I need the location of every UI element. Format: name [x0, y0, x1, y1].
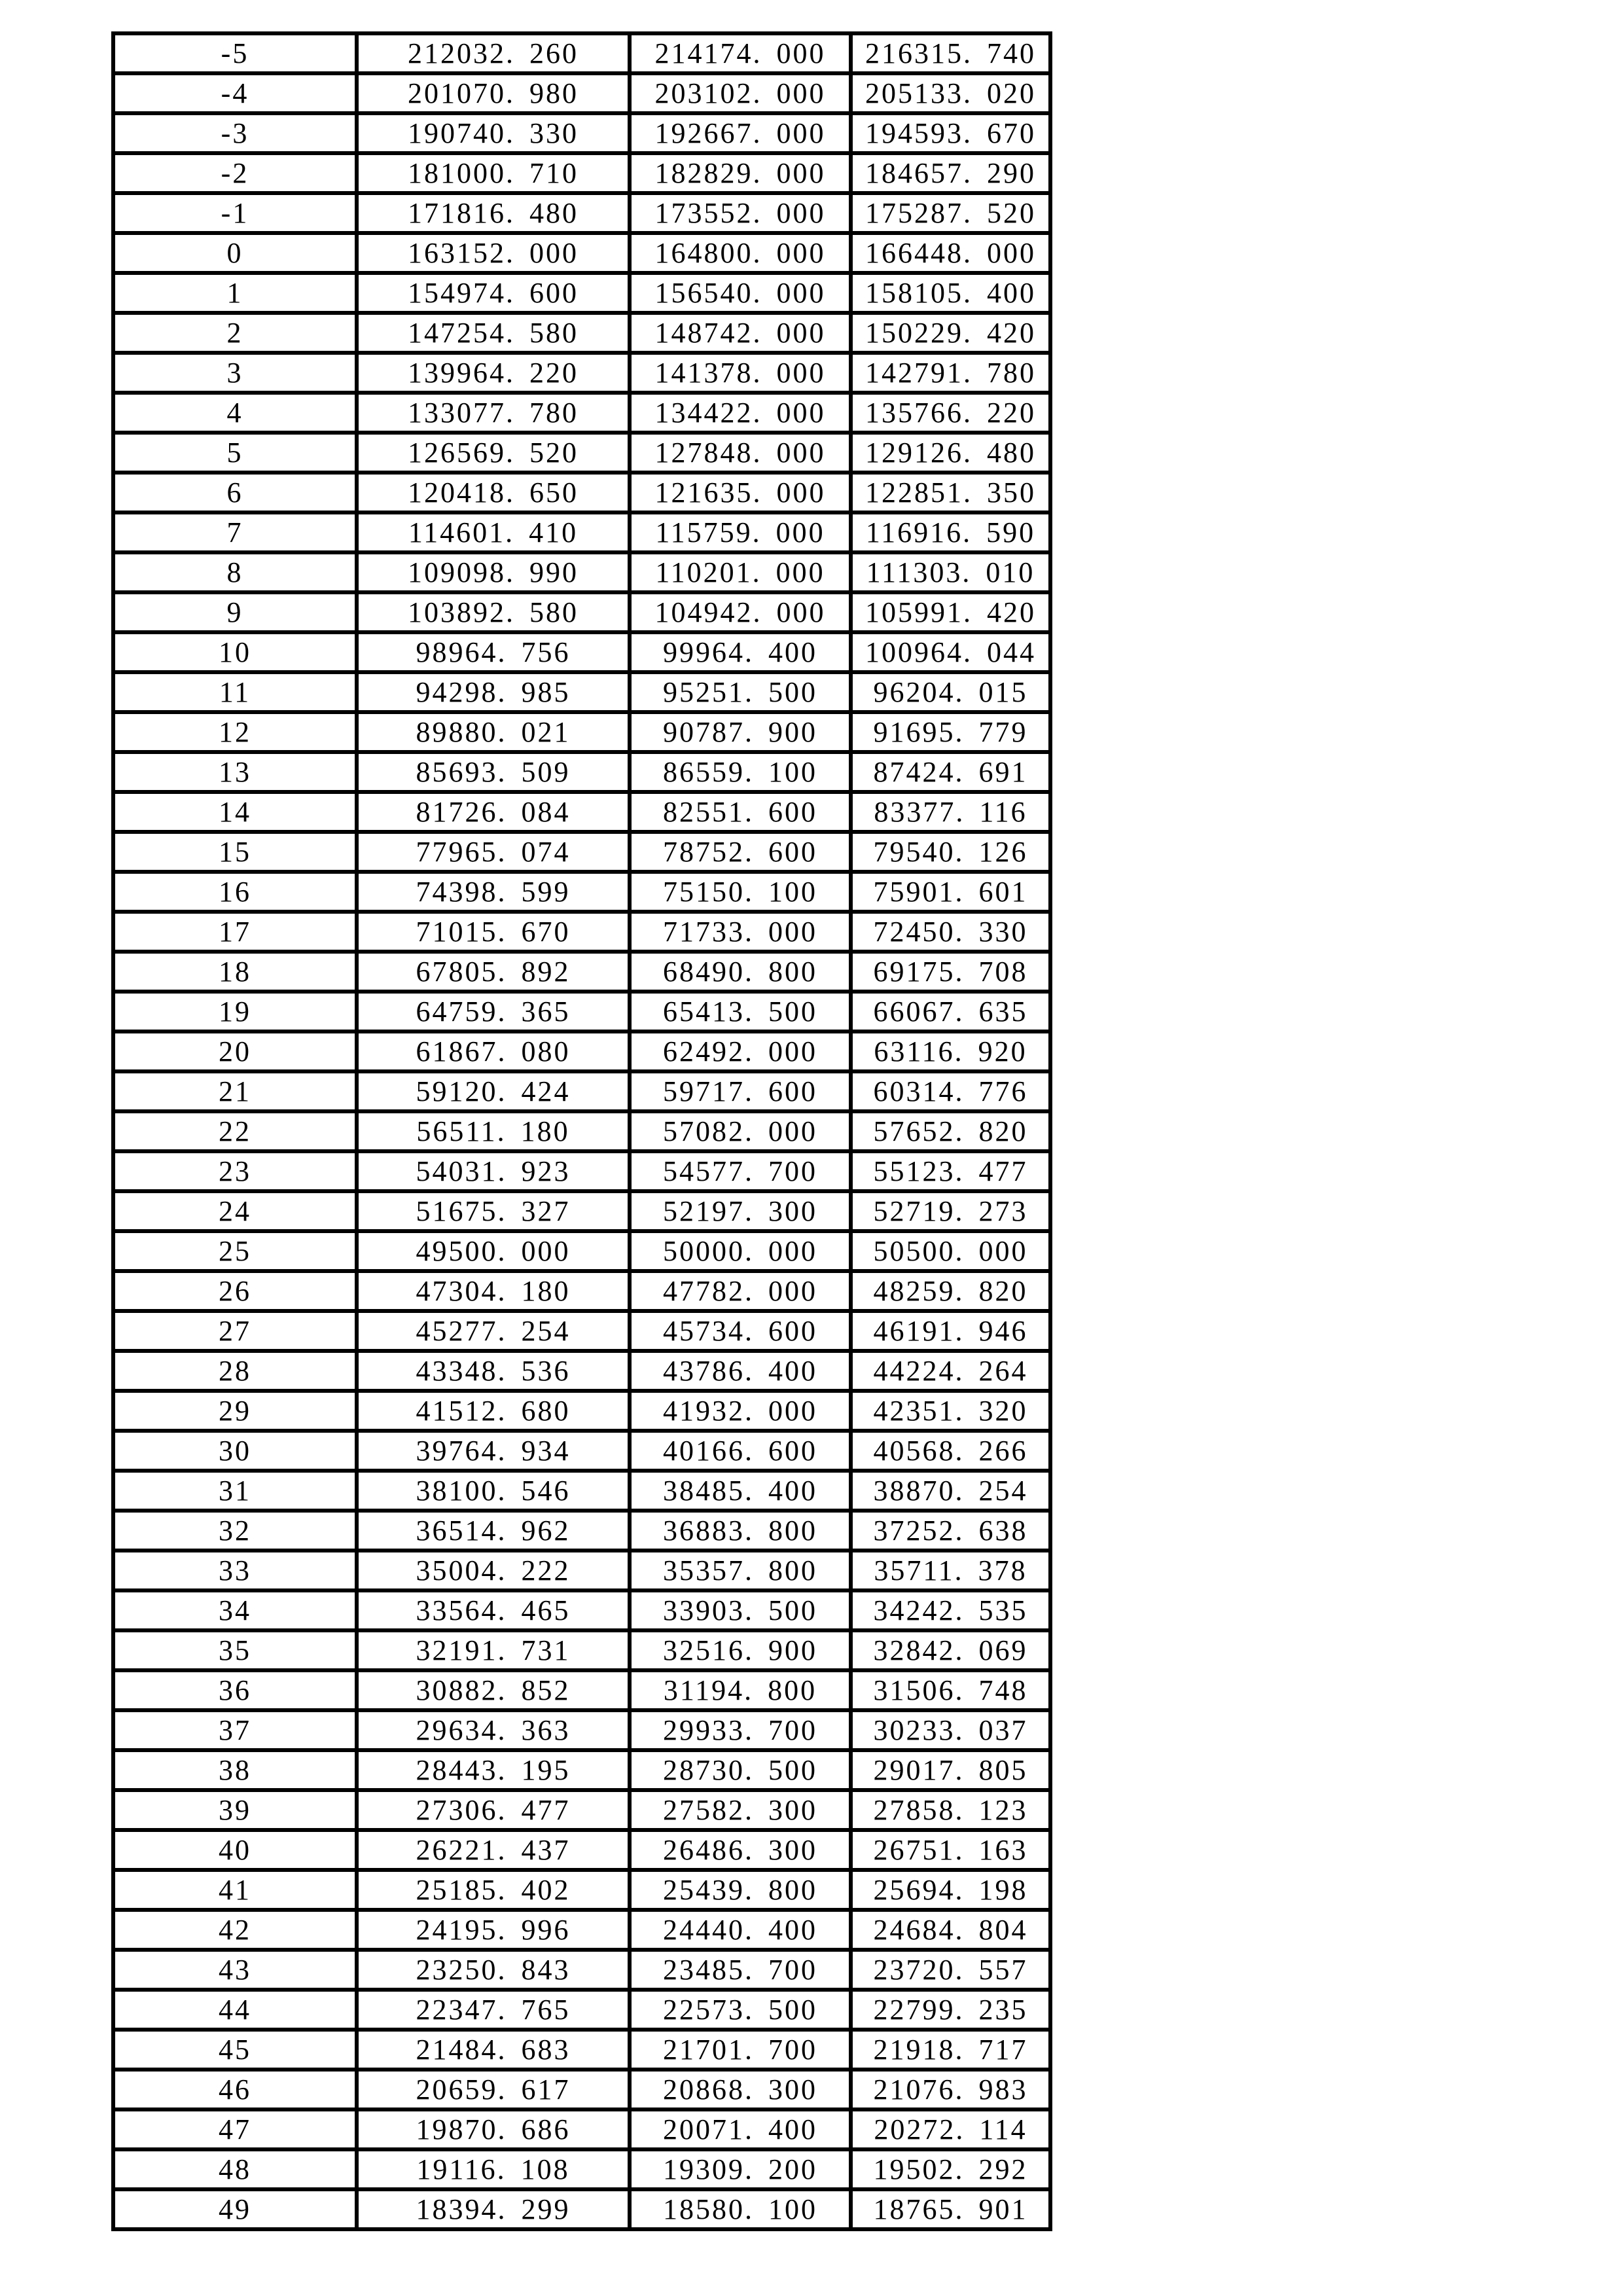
table-cell: 33564. 465 — [357, 1590, 630, 1630]
table-row — [113, 752, 1050, 792]
table-cell: 94298. 985 — [357, 672, 630, 712]
table-cell: 121635. 000 — [630, 473, 851, 512]
table-cell: -3 — [113, 113, 357, 153]
table-cell: 32842. 069 — [851, 1630, 1050, 1670]
table-cell: 111303. 010 — [851, 552, 1050, 592]
table-cell: 27 — [113, 1311, 357, 1351]
table-cell: 24684. 804 — [851, 1910, 1050, 1950]
table-cell: 115759. 000 — [630, 512, 851, 552]
table-cell: 25694. 198 — [851, 1870, 1050, 1910]
table-cell: 25439. 800 — [630, 1870, 851, 1910]
table-cell: 18394. 299 — [357, 2189, 630, 2229]
table-cell: 21076. 983 — [851, 2070, 1050, 2109]
table-row — [113, 1670, 1050, 1710]
table-cell: 35 — [113, 1630, 357, 1670]
table-cell: 64759. 365 — [357, 992, 630, 1031]
table-cell: 69175. 708 — [851, 952, 1050, 992]
table-cell: 122851. 350 — [851, 473, 1050, 512]
table-cell: 28443. 195 — [357, 1750, 630, 1790]
table-cell: 190740. 330 — [357, 113, 630, 153]
table-cell: 8 — [113, 552, 357, 592]
table-cell: 21701. 700 — [630, 2030, 851, 2070]
table-row — [113, 1151, 1050, 1191]
table-cell: 18765. 901 — [851, 2189, 1050, 2229]
table-cell: 86559. 100 — [630, 752, 851, 792]
table-cell: 43 — [113, 1950, 357, 1990]
table-row — [113, 1031, 1050, 1071]
table-cell: 87424. 691 — [851, 752, 1050, 792]
table-cell: 91695. 779 — [851, 712, 1050, 752]
table-cell: 109098. 990 — [357, 552, 630, 592]
table-cell: 9 — [113, 592, 357, 632]
table-cell: 46191. 946 — [851, 1311, 1050, 1351]
table-cell: 181000. 710 — [357, 153, 630, 193]
table-cell: 63116. 920 — [851, 1031, 1050, 1071]
table-cell: 129126. 480 — [851, 433, 1050, 473]
table-cell: 24440. 400 — [630, 1910, 851, 1950]
table-cell: 50500. 000 — [851, 1231, 1050, 1271]
table-row — [113, 1351, 1050, 1391]
table-cell: 35711. 378 — [851, 1551, 1050, 1590]
table-cell: 20272. 114 — [851, 2109, 1050, 2149]
table-cell: 26 — [113, 1271, 357, 1311]
table-cell: 61867. 080 — [357, 1031, 630, 1071]
table-cell: 214174. 000 — [630, 33, 851, 73]
resistance-table — [111, 31, 1052, 2231]
table-cell: 21918. 717 — [851, 2030, 1050, 2070]
table-row — [113, 512, 1050, 552]
table-cell: 163152. 000 — [357, 233, 630, 273]
table-row — [113, 1471, 1050, 1511]
table-cell: 105991. 420 — [851, 592, 1050, 632]
table-cell: 56511. 180 — [357, 1111, 630, 1151]
table-cell: 201070. 980 — [357, 73, 630, 113]
table-cell: 50000. 000 — [630, 1231, 851, 1271]
table-cell: 29 — [113, 1391, 357, 1431]
table-cell: 41512. 680 — [357, 1391, 630, 1431]
table-row — [113, 592, 1050, 632]
table-cell: 22347. 765 — [357, 1990, 630, 2030]
table-cell: 85693. 509 — [357, 752, 630, 792]
table-cell: 44 — [113, 1990, 357, 2030]
table-cell: 154974. 600 — [357, 273, 630, 313]
table-cell: 23485. 700 — [630, 1950, 851, 1990]
table-cell: 156540. 000 — [630, 273, 851, 313]
table-row — [113, 1391, 1050, 1431]
table-row — [113, 313, 1050, 353]
table-row — [113, 193, 1050, 233]
table-row — [113, 1111, 1050, 1151]
table-row — [113, 473, 1050, 512]
table-cell: 148742. 000 — [630, 313, 851, 353]
table-cell: 33 — [113, 1551, 357, 1590]
table-row — [113, 672, 1050, 712]
table-cell: 18580. 100 — [630, 2189, 851, 2229]
table-cell: 19116. 108 — [357, 2149, 630, 2189]
table-cell: 5 — [113, 433, 357, 473]
table-cell: 62492. 000 — [630, 1031, 851, 1071]
resistance-table-body — [113, 33, 1050, 2229]
table-cell: 22799. 235 — [851, 1990, 1050, 2030]
table-row — [113, 992, 1050, 1031]
table-cell: 36 — [113, 1670, 357, 1710]
table-cell: 12 — [113, 712, 357, 752]
table-row — [113, 2070, 1050, 2109]
table-cell: 23250. 843 — [357, 1950, 630, 1990]
table-cell: 212032. 260 — [357, 33, 630, 73]
table-row — [113, 33, 1050, 73]
table-row — [113, 632, 1050, 672]
table-cell: 203102. 000 — [630, 73, 851, 113]
table-cell: -4 — [113, 73, 357, 113]
table-cell: 59120. 424 — [357, 1071, 630, 1111]
table-cell: 77965. 074 — [357, 832, 630, 872]
table-cell: 46 — [113, 2070, 357, 2109]
table-cell: 44224. 264 — [851, 1351, 1050, 1391]
table-cell: 75150. 100 — [630, 872, 851, 912]
table-cell: 15 — [113, 832, 357, 872]
table-cell: 21 — [113, 1071, 357, 1111]
table-cell: 114601. 410 — [357, 512, 630, 552]
table-cell: 57082. 000 — [630, 1111, 851, 1151]
table-cell: 139964. 220 — [357, 353, 630, 393]
table-cell: 81726. 084 — [357, 792, 630, 832]
table-row — [113, 912, 1050, 952]
table-cell: 29634. 363 — [357, 1710, 630, 1750]
table-cell: 25 — [113, 1231, 357, 1271]
table-cell: 142791. 780 — [851, 353, 1050, 393]
table-cell: 74398. 599 — [357, 872, 630, 912]
table-cell: 166448. 000 — [851, 233, 1050, 273]
table-row — [113, 1830, 1050, 1870]
table-cell: 10 — [113, 632, 357, 672]
table-row — [113, 1950, 1050, 1990]
table-row — [113, 153, 1050, 193]
table-cell: 42 — [113, 1910, 357, 1950]
table-row — [113, 1590, 1050, 1630]
table-row — [113, 1910, 1050, 1950]
table-cell: 48 — [113, 2149, 357, 2189]
table-cell: 13 — [113, 752, 357, 792]
table-row — [113, 2109, 1050, 2149]
table-cell: 194593. 670 — [851, 113, 1050, 153]
table-row — [113, 792, 1050, 832]
table-row — [113, 712, 1050, 752]
table-cell: 95251. 500 — [630, 672, 851, 712]
table-cell: 99964. 400 — [630, 632, 851, 672]
table-cell: 38 — [113, 1750, 357, 1790]
table-cell: 29933. 700 — [630, 1710, 851, 1750]
table-cell: 43786. 400 — [630, 1351, 851, 1391]
table-cell: 116916. 590 — [851, 512, 1050, 552]
table-cell: -5 — [113, 33, 357, 73]
table-cell: 47782. 000 — [630, 1271, 851, 1311]
table-cell: 32 — [113, 1511, 357, 1551]
table-cell: 71015. 670 — [357, 912, 630, 952]
table-cell: 30233. 037 — [851, 1710, 1050, 1750]
table-cell: 19502. 292 — [851, 2149, 1050, 2189]
table-row — [113, 1511, 1050, 1551]
table-cell: 120418. 650 — [357, 473, 630, 512]
table-cell: 205133. 020 — [851, 73, 1050, 113]
table-cell: 51675. 327 — [357, 1191, 630, 1231]
table-cell: 34242. 535 — [851, 1590, 1050, 1630]
table-cell: 27858. 123 — [851, 1790, 1050, 1830]
table-cell: 7 — [113, 512, 357, 552]
table-cell: 67805. 892 — [357, 952, 630, 992]
table-cell: 18 — [113, 952, 357, 992]
table-row — [113, 1790, 1050, 1830]
table-cell: 40 — [113, 1830, 357, 1870]
table-cell: 55123. 477 — [851, 1151, 1050, 1191]
table-cell: 133077. 780 — [357, 393, 630, 433]
table-cell: 150229. 420 — [851, 313, 1050, 353]
table-cell: 39764. 934 — [357, 1431, 630, 1471]
table-row — [113, 1191, 1050, 1231]
table-row — [113, 1271, 1050, 1311]
table-cell: -2 — [113, 153, 357, 193]
table-row — [113, 2189, 1050, 2229]
table-cell: 45277. 254 — [357, 1311, 630, 1351]
table-cell: 21484. 683 — [357, 2030, 630, 2070]
table-row — [113, 872, 1050, 912]
table-cell: 30882. 852 — [357, 1670, 630, 1710]
table-cell: 6 — [113, 473, 357, 512]
table-cell: 24 — [113, 1191, 357, 1231]
table-cell: 35357. 800 — [630, 1551, 851, 1590]
table-cell: 19 — [113, 992, 357, 1031]
table-cell: 31194. 800 — [630, 1670, 851, 1710]
table-cell: -1 — [113, 193, 357, 233]
table-cell: 29017. 805 — [851, 1750, 1050, 1790]
table-row — [113, 113, 1050, 153]
table-cell: 75901. 601 — [851, 872, 1050, 912]
table-row — [113, 832, 1050, 872]
table-row — [113, 1750, 1050, 1790]
table-cell: 17 — [113, 912, 357, 952]
table-cell: 31 — [113, 1471, 357, 1511]
table-cell: 19309. 200 — [630, 2149, 851, 2189]
table-cell: 34 — [113, 1590, 357, 1630]
table-cell: 0 — [113, 233, 357, 273]
table-cell: 216315. 740 — [851, 33, 1050, 73]
table-cell: 71733. 000 — [630, 912, 851, 952]
table-row — [113, 1870, 1050, 1910]
table-cell: 47304. 180 — [357, 1271, 630, 1311]
table-cell: 35004. 222 — [357, 1551, 630, 1590]
table-cell: 24195. 996 — [357, 1910, 630, 1950]
table-cell: 27582. 300 — [630, 1790, 851, 1830]
table-cell: 3 — [113, 353, 357, 393]
table-cell: 36883. 800 — [630, 1511, 851, 1551]
table-cell: 4 — [113, 393, 357, 433]
table-cell: 171816. 480 — [357, 193, 630, 233]
table-cell: 20 — [113, 1031, 357, 1071]
table-cell: 52719. 273 — [851, 1191, 1050, 1231]
table-row — [113, 353, 1050, 393]
table-cell: 65413. 500 — [630, 992, 851, 1031]
table-row — [113, 1311, 1050, 1351]
table-row — [113, 1710, 1050, 1750]
table-cell: 59717. 600 — [630, 1071, 851, 1111]
table-cell: 37 — [113, 1710, 357, 1750]
table-cell: 26221. 437 — [357, 1830, 630, 1870]
table-cell: 40166. 600 — [630, 1431, 851, 1471]
table-cell: 141378. 000 — [630, 353, 851, 393]
table-row — [113, 1551, 1050, 1590]
table-cell: 52197. 300 — [630, 1191, 851, 1231]
table-cell: 164800. 000 — [630, 233, 851, 273]
table-cell: 127848. 000 — [630, 433, 851, 473]
table-cell: 126569. 520 — [357, 433, 630, 473]
table-cell: 38870. 254 — [851, 1471, 1050, 1511]
table-cell: 89880. 021 — [357, 712, 630, 752]
table-cell: 38485. 400 — [630, 1471, 851, 1511]
table-cell: 68490. 800 — [630, 952, 851, 992]
table-cell: 14 — [113, 792, 357, 832]
table-cell: 147254. 580 — [357, 313, 630, 353]
table-row — [113, 552, 1050, 592]
table-row — [113, 1630, 1050, 1670]
table-cell: 49500. 000 — [357, 1231, 630, 1271]
table-cell: 28730. 500 — [630, 1750, 851, 1790]
table-row — [113, 1431, 1050, 1471]
table-cell: 33903. 500 — [630, 1590, 851, 1630]
table-cell: 23 — [113, 1151, 357, 1191]
table-cell: 31506. 748 — [851, 1670, 1050, 1710]
table-row — [113, 2030, 1050, 2070]
table-cell: 11 — [113, 672, 357, 712]
table-cell: 49 — [113, 2189, 357, 2229]
table-cell: 19870. 686 — [357, 2109, 630, 2149]
table-cell: 40568. 266 — [851, 1431, 1050, 1471]
table-cell: 36514. 962 — [357, 1511, 630, 1551]
table-cell: 43348. 536 — [357, 1351, 630, 1391]
table-cell: 110201. 000 — [630, 552, 851, 592]
table-cell: 100964. 044 — [851, 632, 1050, 672]
table-cell: 32516. 900 — [630, 1630, 851, 1670]
table-row — [113, 952, 1050, 992]
table-cell: 20868. 300 — [630, 2070, 851, 2109]
table-cell: 90787. 900 — [630, 712, 851, 752]
table-cell: 41 — [113, 1870, 357, 1910]
table-cell: 96204. 015 — [851, 672, 1050, 712]
table-cell: 45 — [113, 2030, 357, 2070]
table-cell: 25185. 402 — [357, 1870, 630, 1910]
table-cell: 184657. 290 — [851, 153, 1050, 193]
table-cell: 27306. 477 — [357, 1790, 630, 1830]
table-cell: 20659. 617 — [357, 2070, 630, 2109]
table-cell: 54577. 700 — [630, 1151, 851, 1191]
table-cell: 16 — [113, 872, 357, 912]
table-cell: 42351. 320 — [851, 1391, 1050, 1431]
table-row — [113, 73, 1050, 113]
table-cell: 28 — [113, 1351, 357, 1391]
table-cell: 182829. 000 — [630, 153, 851, 193]
table-row — [113, 433, 1050, 473]
table-cell: 2 — [113, 313, 357, 353]
table-cell: 48259. 820 — [851, 1271, 1050, 1311]
table-cell: 192667. 000 — [630, 113, 851, 153]
table-cell: 135766. 220 — [851, 393, 1050, 433]
table-cell: 47 — [113, 2109, 357, 2149]
table-row — [113, 1231, 1050, 1271]
table-cell: 1 — [113, 273, 357, 313]
table-cell: 22573. 500 — [630, 1990, 851, 2030]
table-cell: 103892. 580 — [357, 592, 630, 632]
table-row — [113, 1990, 1050, 2030]
table-cell: 37252. 638 — [851, 1511, 1050, 1551]
table-cell: 30 — [113, 1431, 357, 1471]
table-cell: 26751. 163 — [851, 1830, 1050, 1870]
table-cell: 26486. 300 — [630, 1830, 851, 1870]
table-cell: 41932. 000 — [630, 1391, 851, 1431]
table-cell: 32191. 731 — [357, 1630, 630, 1670]
table-cell: 39 — [113, 1790, 357, 1830]
table-cell: 66067. 635 — [851, 992, 1050, 1031]
table-cell: 20071. 400 — [630, 2109, 851, 2149]
table-cell: 22 — [113, 1111, 357, 1151]
table-cell: 158105. 400 — [851, 273, 1050, 313]
table-cell: 79540. 126 — [851, 832, 1050, 872]
table-cell: 98964. 756 — [357, 632, 630, 672]
table-cell: 173552. 000 — [630, 193, 851, 233]
table-row — [113, 2149, 1050, 2189]
table-cell: 38100. 546 — [357, 1471, 630, 1511]
table-row — [113, 393, 1050, 433]
table-cell: 82551. 600 — [630, 792, 851, 832]
table-row — [113, 1071, 1050, 1111]
table-cell: 54031. 923 — [357, 1151, 630, 1191]
table-cell: 78752. 600 — [630, 832, 851, 872]
table-cell: 45734. 600 — [630, 1311, 851, 1351]
table-cell: 83377. 116 — [851, 792, 1050, 832]
table-row — [113, 273, 1050, 313]
table-cell: 134422. 000 — [630, 393, 851, 433]
table-cell: 104942. 000 — [630, 592, 851, 632]
table-cell: 57652. 820 — [851, 1111, 1050, 1151]
table-cell: 72450. 330 — [851, 912, 1050, 952]
table-row — [113, 233, 1050, 273]
table-cell: 60314. 776 — [851, 1071, 1050, 1111]
table-cell: 175287. 520 — [851, 193, 1050, 233]
table-cell: 23720. 557 — [851, 1950, 1050, 1990]
